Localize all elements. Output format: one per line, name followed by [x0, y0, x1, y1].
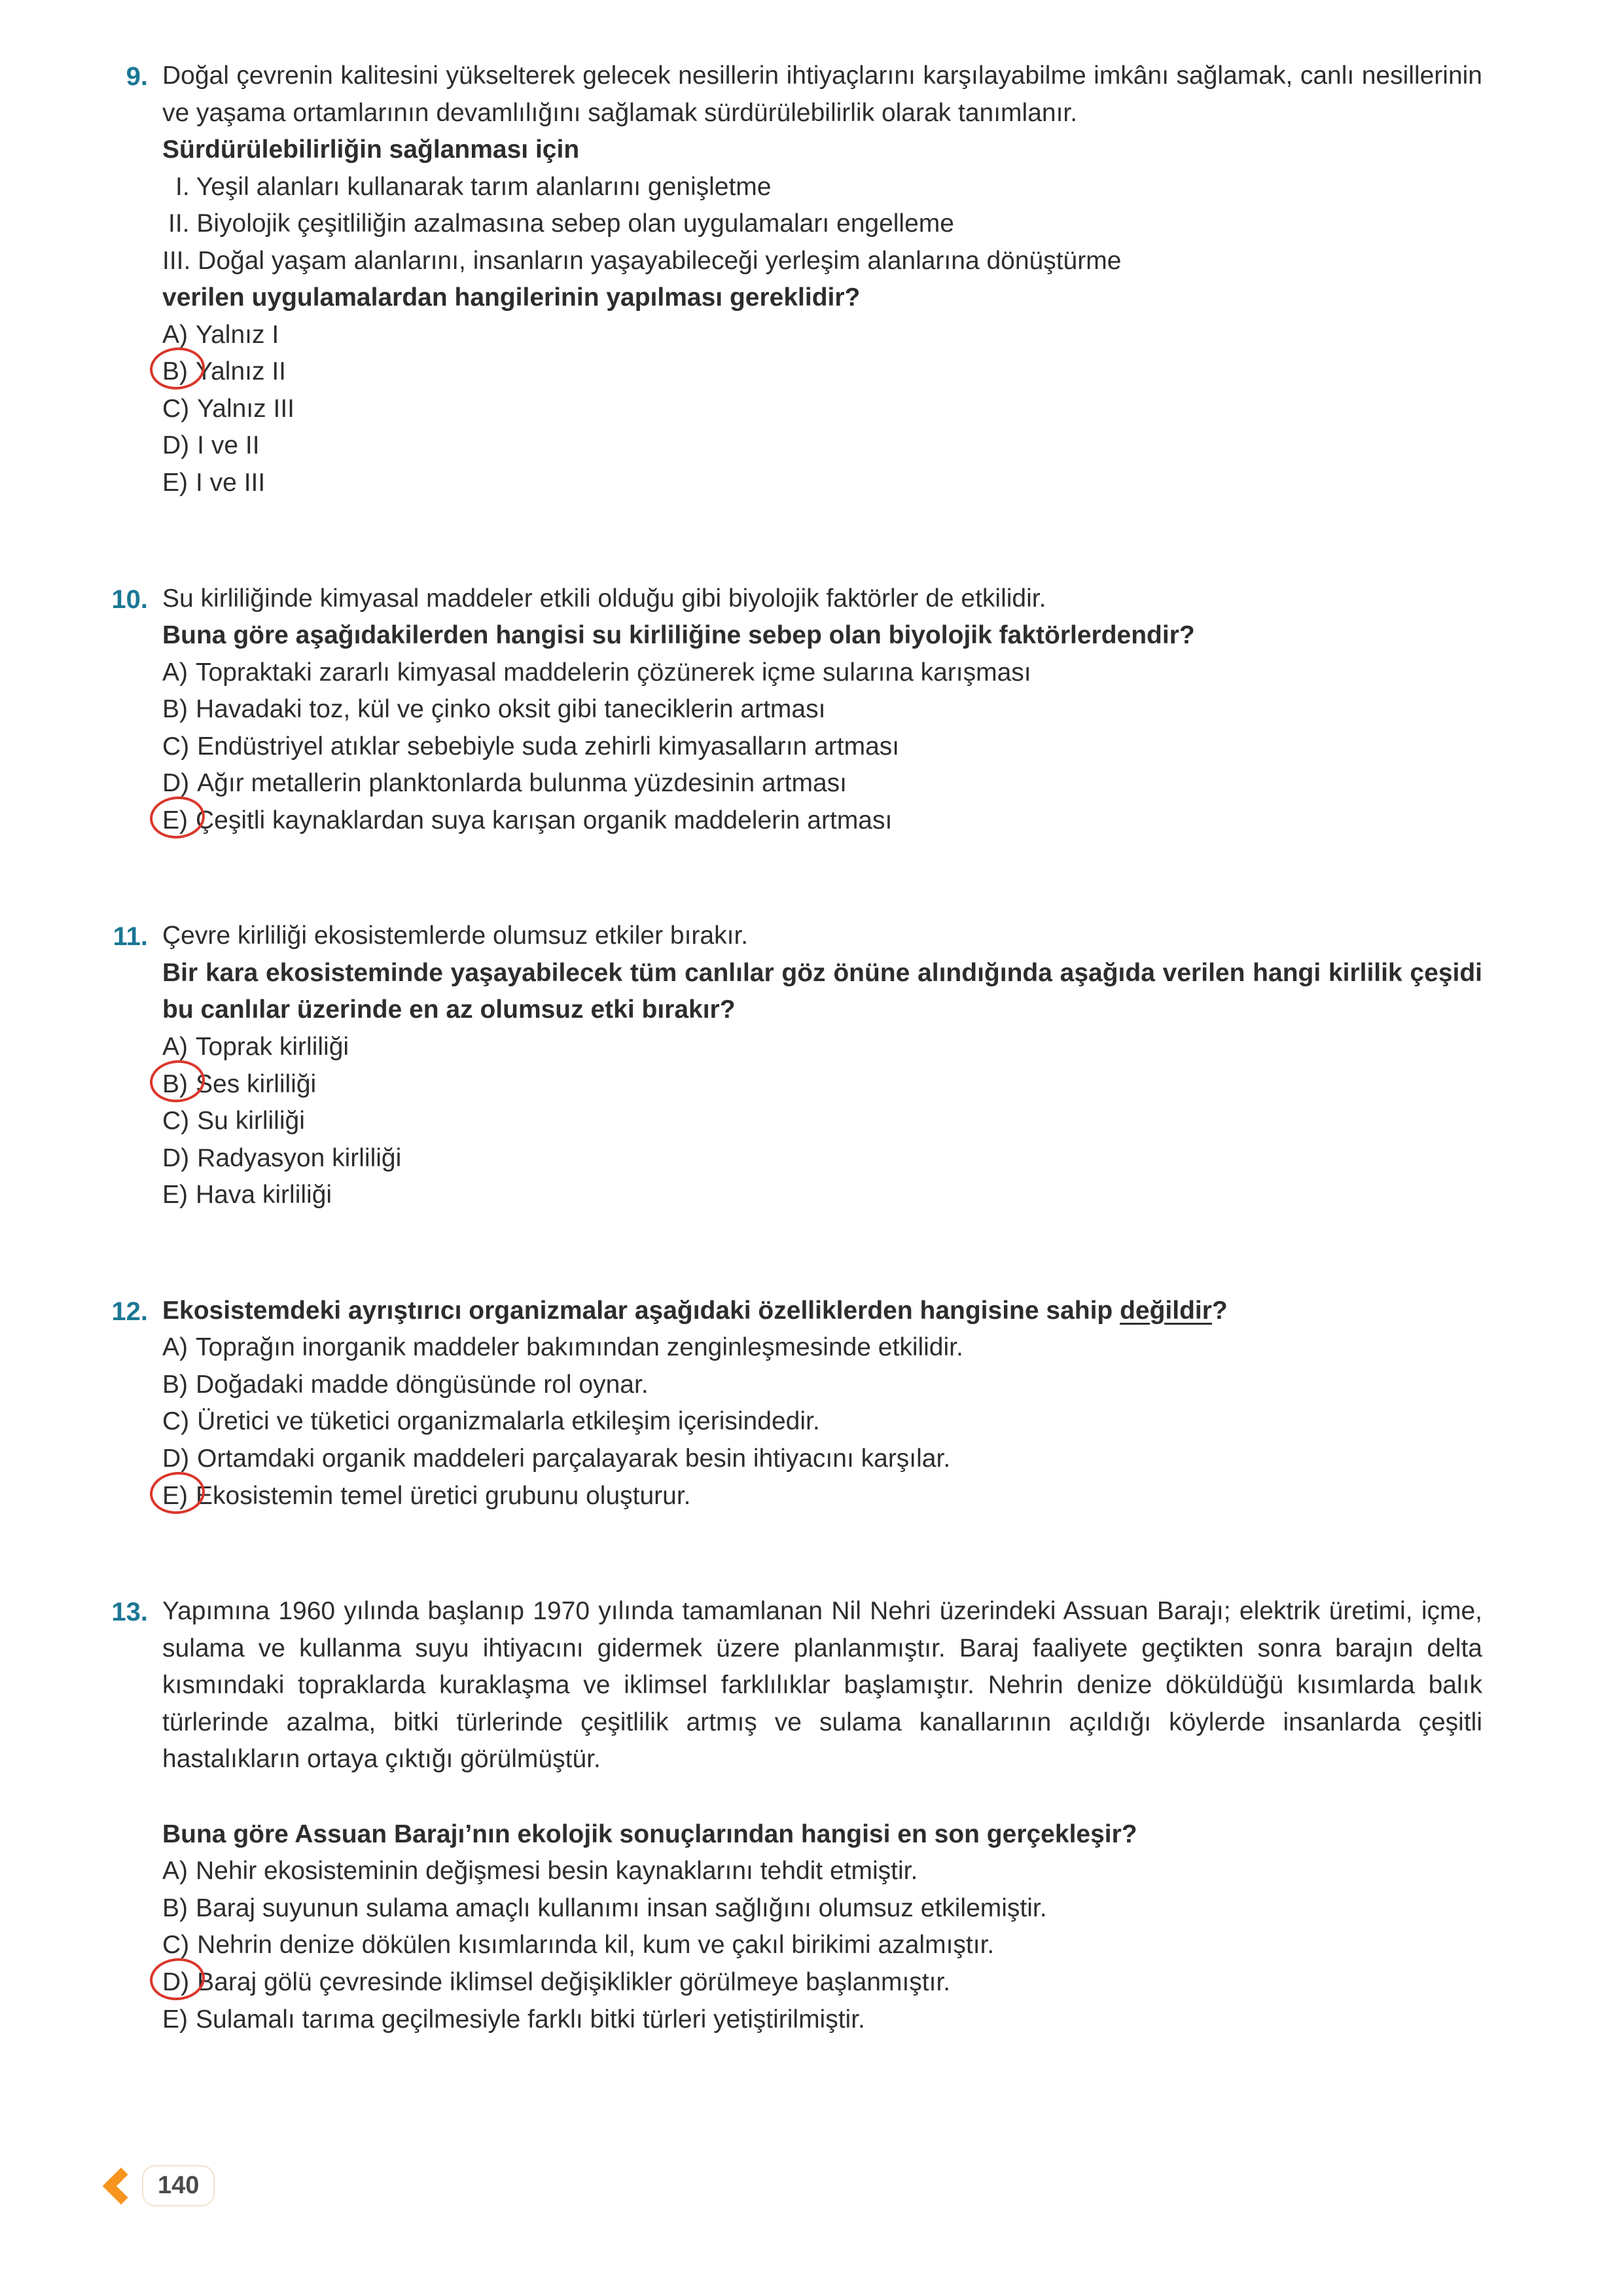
- option-text: Nehrin denize dökülen kısımlarında kil, kum ve çakıl birikimi azalmıştır.: [197, 1931, 995, 1960]
- bold-text: Ekosistemdeki ayrıştırıcı organizmalar aşağıdaki özelliklerden hangisine sahip: [162, 1296, 1120, 1325]
- option-letter: E): [162, 802, 188, 840]
- plain-text: Çevre kirliliği ekosistemlerde olumsuz etkiler bırakır.: [162, 922, 749, 950]
- option-text: Sulamalı tarıma geçilmesiyle farklı bitki türleri yetiştirilmiştir.: [196, 2005, 865, 2034]
- option-text: Su kirliliği: [197, 1107, 305, 1136]
- bold-text: Bir kara ekosisteminde yaşayabilecek tüm canlılar göz önüne alındığında aşağıda verilen hangi kirlilik çeşidi bu canlılar üzerinde en az olumsuz etki bırakır?: [162, 958, 1482, 1024]
- option-letter: E): [162, 469, 188, 497]
- question-number: 12.: [111, 1297, 148, 1326]
- option-letter: B): [162, 1370, 188, 1399]
- question-body: [162, 1593, 1482, 2038]
- plain-text: III. Doğal yaşam alanlarını, insanların yaşayabileceği yerleşim alanlarına dönüştürme: [162, 246, 1122, 275]
- bold-text: Buna göre Assuan Barajı’nın ekolojik sonuçlarından hangisi en son gerçekleşir?: [162, 1820, 1137, 1848]
- option-text: Yalnız III: [197, 394, 294, 423]
- option-B: [162, 1367, 1482, 1404]
- option-letter: C): [162, 1931, 190, 1960]
- option-E: [162, 802, 1482, 840]
- option-letter: D): [162, 1444, 190, 1473]
- option-letter: B): [162, 1066, 188, 1103]
- option-B: [162, 1066, 1482, 1103]
- option-letter: D): [162, 769, 190, 798]
- question-body: [162, 1293, 1482, 1515]
- question-text: [162, 243, 1482, 280]
- option-text: Yalnız I: [196, 320, 279, 349]
- bold-text: verilen uygulamalardan hangilerinin yapılması gereklidir?: [162, 283, 861, 312]
- option-text: Yalnız II: [196, 357, 287, 386]
- plain-text: Yapımına 1960 yılında başlanıp 1970 yılında tamamlanan Nil Nehri üzerindeki Assuan Barajı; elektrik üretimi, içme, sulama ve kullanma suyu ihtiyacını gidermek üzere planlanmıştır. Baraj faaliyete geçtikten sonra barajın delta kısmındaki topraklarda kuraklaşma ve iklimsel farklılıklar başlamıştır. Nehrin denize döküldüğü kısımlarda balık türlerinde azalma, bitki türlerinde çeşitlilik artmış ve sulama kanallarının açıldığı köylerde insanlarda çeşitli hastalıkların ortaya çıktığı görülmüştür.: [162, 1597, 1482, 1774]
- option-C: [162, 1927, 1482, 1964]
- option-letter: E): [162, 1181, 188, 1210]
- question-text: [162, 918, 1482, 955]
- questions-area: [98, 58, 1482, 2117]
- bold-text: Sürdürülebilirliğin sağlanması için: [162, 135, 580, 164]
- question-body: [162, 581, 1482, 840]
- option-A: [162, 1029, 1482, 1066]
- plain-text: Doğal çevrenin kalitesini yükselterek gelecek nesillerin ihtiyaçlarını karşılayabilme imkânı sağlamak, canlı nesillerinin ve yaşama ortamlarının devamlılığını sağlamak sürdürülebilirlik olarak tanımlanır.: [162, 62, 1482, 127]
- option-letter: C): [162, 1407, 190, 1436]
- option-text: Toprağın inorganik maddeler bakımından zenginleşmesinde etkilidir.: [196, 1333, 963, 1362]
- option-letter: B): [162, 1893, 188, 1922]
- question-13: [98, 1593, 1482, 2038]
- option-text: I ve II: [197, 431, 260, 460]
- option-D: [162, 1441, 1482, 1478]
- option-text: Ağır metallerin planktonlarda bulunma yüzdesinin artması: [197, 769, 847, 798]
- question-text: [162, 617, 1482, 655]
- plain-text: I. Yeşil alanları kullanarak tarım alanlarını genişletme: [175, 172, 772, 201]
- option-text: Baraj suyunun sulama amaçlı kullanımı insan sağlığını olumsuz etkilemiştir.: [196, 1893, 1047, 1922]
- chevron-left-icon: [103, 2167, 140, 2204]
- plain-text: Su kirliliğinde kimyasal maddeler etkili olduğu gibi biyolojik faktörler de etkilidir.: [162, 584, 1046, 613]
- option-letter: B): [162, 695, 188, 724]
- option-text: I ve III: [196, 469, 266, 497]
- option-E: [162, 1478, 1482, 1515]
- option-letter: E): [162, 2005, 188, 2034]
- option-text: Ekosistemin temel üretici grubunu oluşturur.: [196, 1481, 691, 1510]
- option-C: [162, 728, 1482, 766]
- option-text: Ses kirliliği: [196, 1069, 317, 1098]
- question-text: [162, 279, 1482, 317]
- question-text: [162, 1293, 1482, 1330]
- option-B: [162, 1890, 1482, 1928]
- option-letter: C): [162, 394, 190, 423]
- option-B: [162, 353, 1482, 391]
- option-E: [162, 1177, 1482, 1214]
- question-number: 9.: [126, 62, 148, 91]
- option-E: [162, 2001, 1482, 2039]
- option-D: [162, 1140, 1482, 1177]
- option-letter: E): [162, 1478, 188, 1515]
- option-text: Ortamdaki organik maddeleri parçalayarak besin ihtiyacını karşılar.: [197, 1444, 951, 1473]
- option-text: Çeşitli kaynaklardan suya karışan organik maddelerin artması: [196, 806, 893, 834]
- question-10: [98, 581, 1482, 840]
- question-text: [162, 206, 1482, 243]
- option-text: Radyasyon kirliliği: [197, 1143, 402, 1172]
- page-number: 140: [158, 2172, 200, 2199]
- question-text: [162, 955, 1482, 1029]
- option-A: [162, 1853, 1482, 1890]
- option-letter: B): [162, 353, 188, 391]
- option-text: Doğadaki madde döngüsünde rol oynar.: [196, 1370, 649, 1399]
- option-letter: C): [162, 732, 190, 761]
- question-number: 11.: [113, 922, 148, 952]
- question-text: [162, 132, 1482, 169]
- question-text: [162, 169, 1482, 206]
- option-letter: D): [162, 1964, 189, 2001]
- option-text: Nehir ekosisteminin değişmesi besin kaynaklarını tehdit etmiştir.: [196, 1857, 918, 1886]
- question-12: [98, 1293, 1482, 1515]
- question-number: 10.: [111, 584, 148, 614]
- option-text: Topraktaki zararlı kimyasal maddelerin çözünerek içme sularına karışması: [196, 658, 1031, 687]
- question-text: [162, 1816, 1482, 1854]
- option-text: Toprak kirliliği: [196, 1033, 349, 1062]
- option-D: [162, 427, 1482, 465]
- option-letter: A): [162, 1333, 188, 1362]
- page-number-pill: [143, 2166, 213, 2205]
- option-C: [162, 391, 1482, 428]
- question-text: [162, 581, 1482, 618]
- question-text: [162, 1593, 1482, 1778]
- option-text: Hava kirliliği: [196, 1181, 332, 1210]
- option-letter: A): [162, 1033, 188, 1062]
- option-E: [162, 465, 1482, 502]
- option-D: [162, 765, 1482, 802]
- question-number: 13.: [111, 1598, 148, 1627]
- option-A: [162, 1329, 1482, 1367]
- option-text: Üretici ve tüketici organizmalarla etkileşim içerisindedir.: [197, 1407, 820, 1436]
- question-11: [98, 918, 1482, 1213]
- plain-text: II. Biyolojik çeşitliliğin azalmasına sebep olan uygulamaları engelleme: [168, 209, 954, 238]
- option-letter: D): [162, 1143, 190, 1172]
- page-footer: [108, 2166, 213, 2205]
- option-text: Havadaki toz, kül ve çinko oksit gibi taneciklerin artması: [196, 695, 826, 724]
- question-text: [162, 58, 1482, 132]
- option-letter: D): [162, 431, 190, 460]
- bold-text: Buna göre aşağıdakilerden hangisi su kirliliğine sebep olan biyolojik faktörlerdendir?: [162, 621, 1195, 650]
- bold-text: ?: [1211, 1296, 1228, 1325]
- option-C: [162, 1403, 1482, 1441]
- underlined-text: değildir: [1120, 1296, 1212, 1325]
- option-B: [162, 691, 1482, 728]
- option-letter: A): [162, 1857, 188, 1886]
- option-D: [162, 1964, 1482, 2001]
- option-A: [162, 317, 1482, 354]
- question-9: [98, 58, 1482, 502]
- option-text: Baraj gölü çevresinde iklimsel değişiklikler görülmeye başlanmıştır.: [197, 1967, 951, 1996]
- option-letter: A): [162, 320, 188, 349]
- option-letter: C): [162, 1107, 190, 1136]
- option-letter: A): [162, 658, 188, 687]
- option-C: [162, 1103, 1482, 1140]
- option-text: Endüstriyel atıklar sebebiyle suda zehirli kimyasalların artması: [197, 732, 900, 761]
- question-body: [162, 918, 1482, 1213]
- question-body: [162, 58, 1482, 502]
- option-A: [162, 655, 1482, 692]
